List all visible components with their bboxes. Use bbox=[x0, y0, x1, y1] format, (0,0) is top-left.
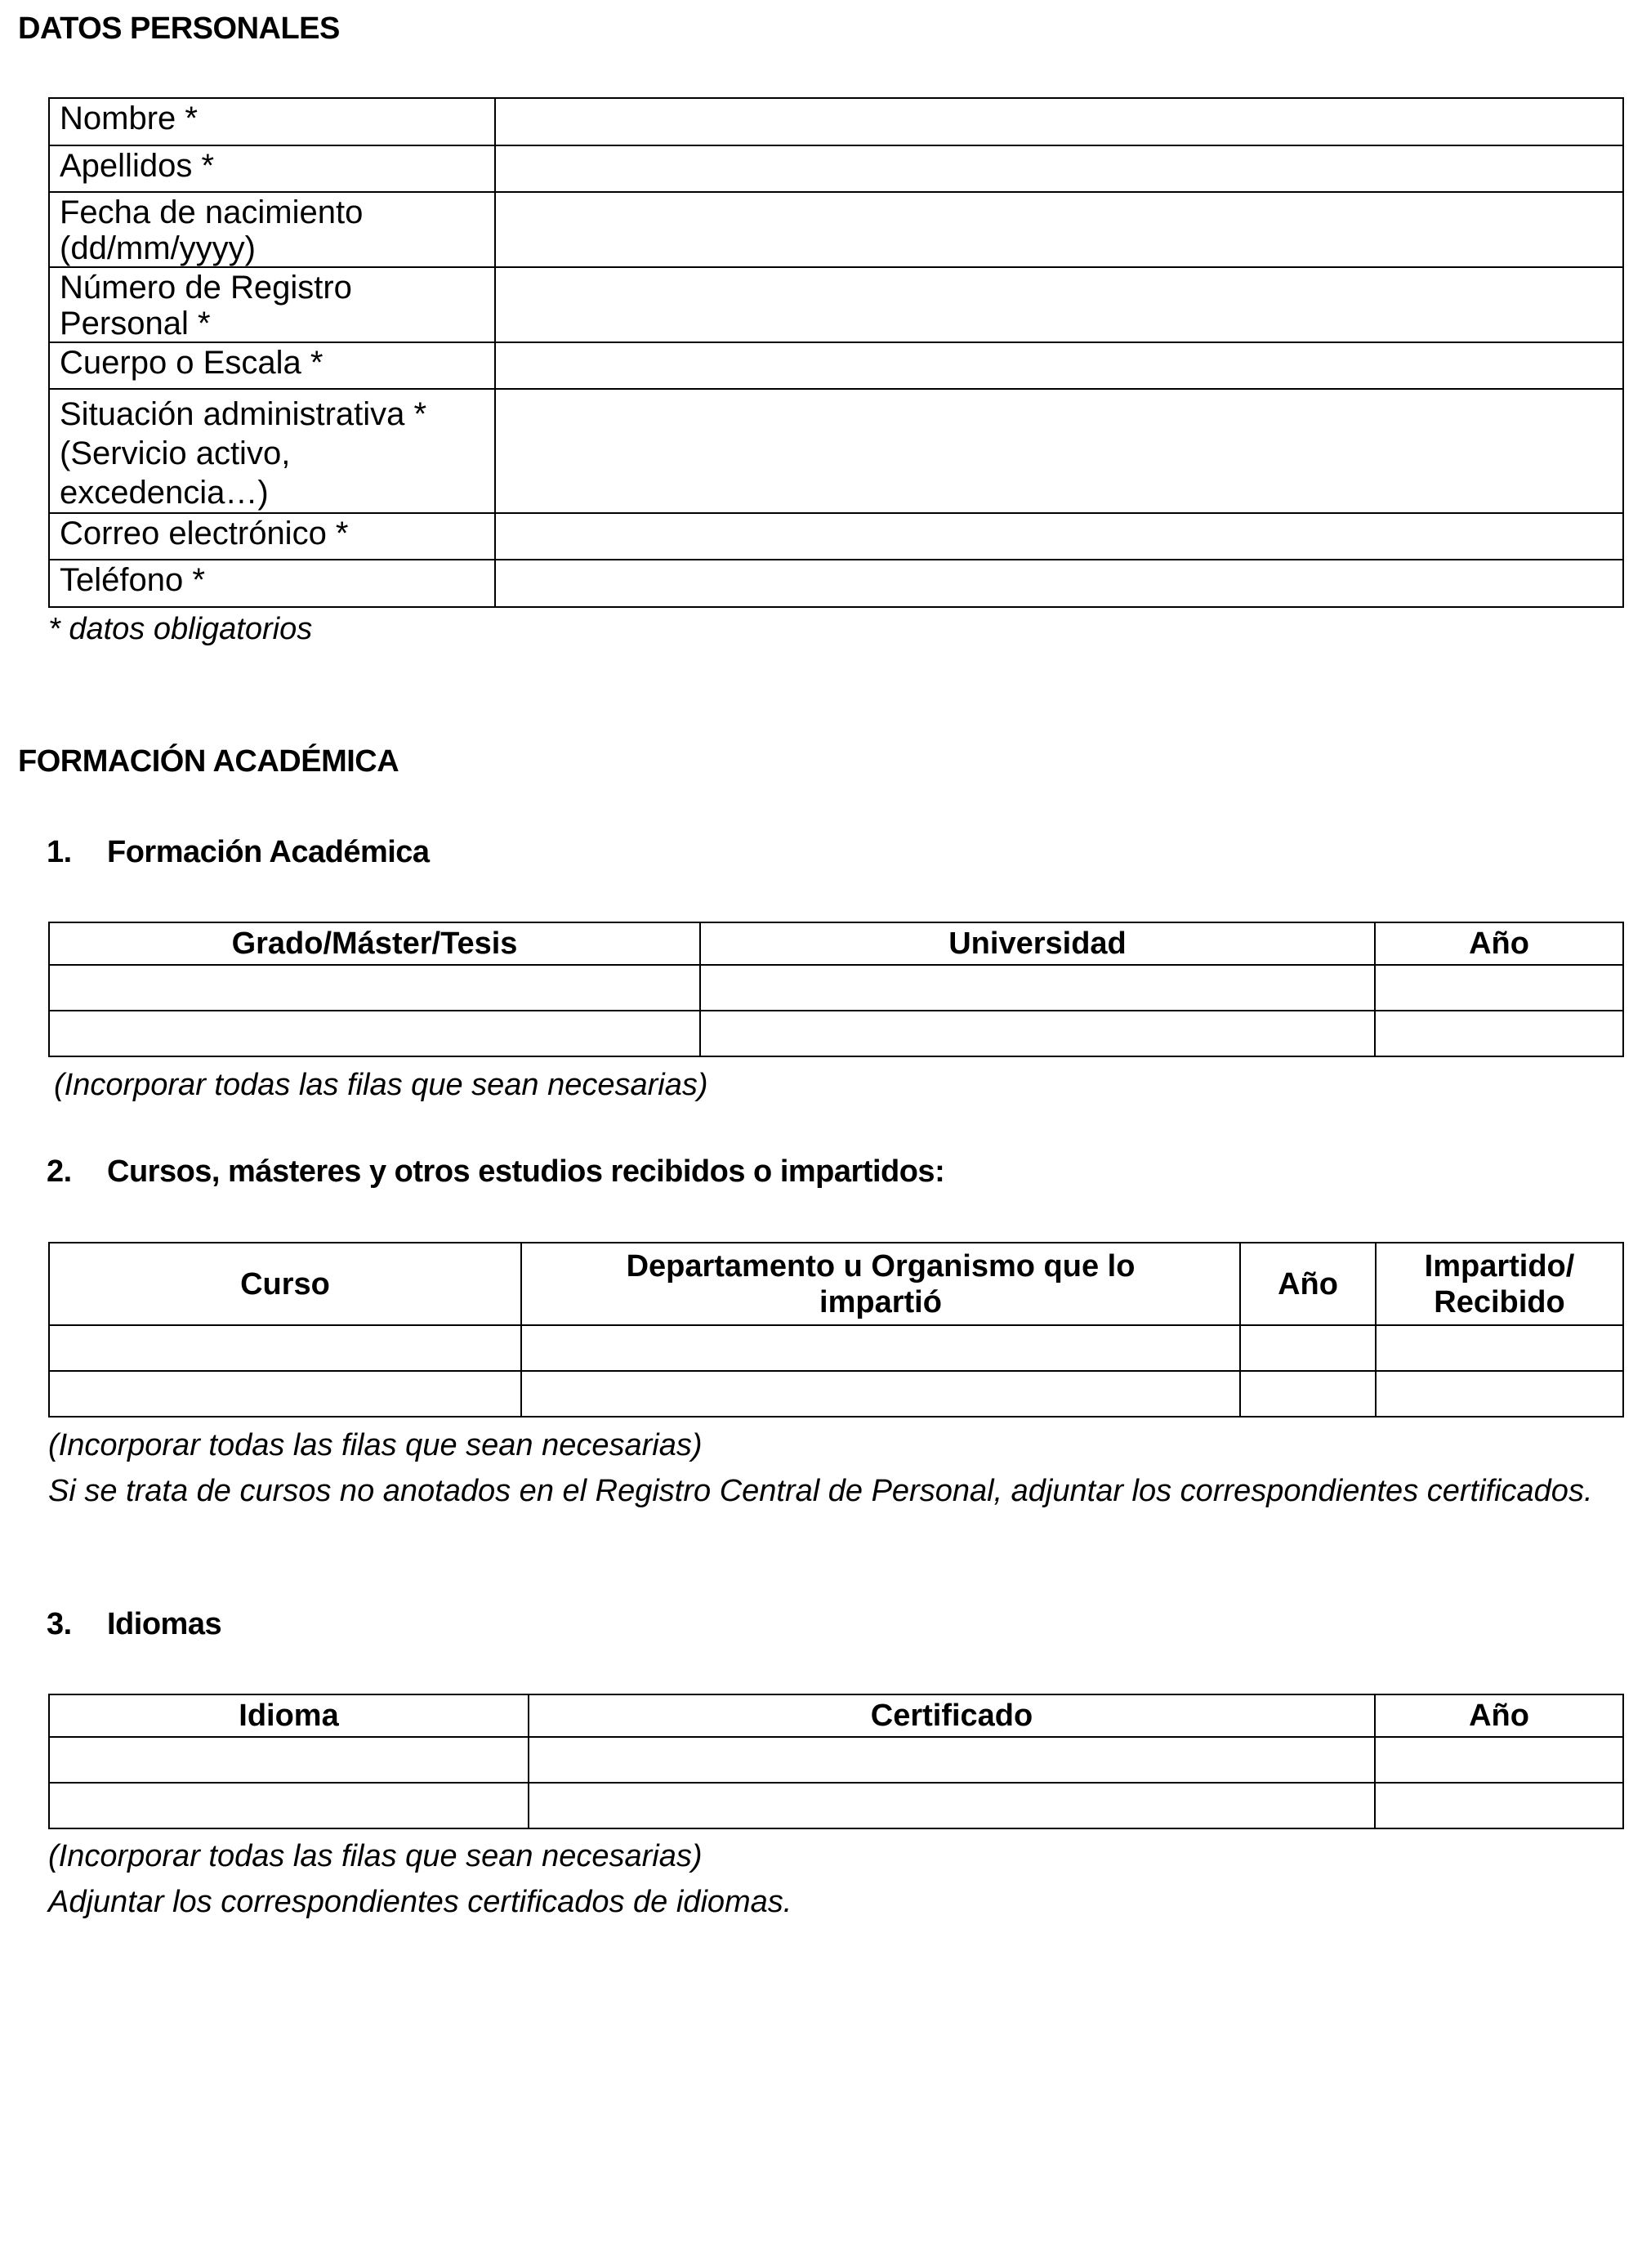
input-fecha-nacimiento[interactable] bbox=[495, 192, 1623, 267]
cell-idioma[interactable] bbox=[49, 1783, 529, 1828]
table-row bbox=[49, 1783, 1623, 1828]
cell-grado[interactable] bbox=[49, 965, 700, 1011]
cell-impartido[interactable] bbox=[1376, 1371, 1623, 1417]
table-row bbox=[49, 1737, 1623, 1783]
section2-number: 2. bbox=[47, 1154, 72, 1189]
cell-universidad[interactable] bbox=[700, 1011, 1375, 1056]
table-row bbox=[49, 1325, 1623, 1371]
header-ano: Año bbox=[1375, 922, 1623, 965]
label-telefono: Teléfono * bbox=[49, 560, 495, 607]
header-curso: Curso bbox=[49, 1243, 521, 1325]
section3-note2: Adjuntar los correspondientes certificados de idiomas. bbox=[48, 1885, 792, 1919]
header-ano: Año bbox=[1375, 1694, 1623, 1737]
label-cuerpo-escala: Cuerpo o Escala * bbox=[49, 342, 495, 389]
cell-ano[interactable] bbox=[1375, 1783, 1623, 1828]
section1-note: (Incorporar todas las filas que sean necesarias) bbox=[54, 1068, 708, 1102]
input-cuerpo-escala[interactable] bbox=[495, 342, 1623, 389]
table-row bbox=[49, 1371, 1623, 1417]
input-situacion-administrativa[interactable] bbox=[495, 389, 1623, 513]
label-apellidos: Apellidos * bbox=[49, 145, 495, 192]
table-row bbox=[49, 1011, 1623, 1056]
table-header-row bbox=[49, 922, 1623, 965]
row-nombre bbox=[49, 98, 1623, 145]
header-grado: Grado/Máster/Tesis bbox=[49, 922, 700, 965]
label-registro-personal: Número de Registro Personal * bbox=[49, 267, 495, 342]
label-fecha-nacimiento: Fecha de nacimiento (dd/mm/yyyy) bbox=[49, 192, 495, 267]
academic-table bbox=[48, 922, 1624, 1057]
section3-notes bbox=[48, 1833, 1625, 1925]
header-departamento: Departamento u Organismo que lo impartió bbox=[521, 1243, 1240, 1325]
table-row bbox=[49, 965, 1623, 1011]
table-header-row bbox=[49, 1243, 1623, 1325]
section2-note2: Si se trata de cursos no anotados en el Registro Central de Personal, adjuntar los correspondientes certificados. bbox=[48, 1474, 1593, 1508]
cell-ano[interactable] bbox=[1375, 965, 1623, 1011]
input-apellidos[interactable] bbox=[495, 145, 1623, 192]
table-header-row bbox=[49, 1694, 1623, 1737]
cell-departamento[interactable] bbox=[521, 1325, 1240, 1371]
section3-title bbox=[47, 1607, 221, 1642]
personal-data-table bbox=[48, 97, 1624, 608]
personal-data-heading: DATOS PERSONALES bbox=[18, 11, 340, 46]
cell-idioma[interactable] bbox=[49, 1737, 529, 1783]
section3-label: Idiomas bbox=[107, 1607, 222, 1641]
cell-certificado[interactable] bbox=[529, 1783, 1375, 1828]
cell-curso[interactable] bbox=[49, 1371, 521, 1417]
cell-certificado[interactable] bbox=[529, 1737, 1375, 1783]
input-correo[interactable] bbox=[495, 513, 1623, 560]
section1-number: 1. bbox=[47, 835, 72, 869]
label-nombre: Nombre * bbox=[49, 98, 495, 145]
header-idioma: Idioma bbox=[49, 1694, 529, 1737]
header-ano: Año bbox=[1240, 1243, 1376, 1325]
cell-ano[interactable] bbox=[1240, 1371, 1376, 1417]
row-fecha-nacimiento bbox=[49, 192, 1623, 267]
section2-notes bbox=[48, 1422, 1625, 1514]
cell-impartido[interactable] bbox=[1376, 1325, 1623, 1371]
row-telefono bbox=[49, 560, 1623, 607]
courses-table bbox=[48, 1242, 1624, 1418]
header-certificado: Certificado bbox=[529, 1694, 1375, 1737]
input-registro-personal[interactable] bbox=[495, 267, 1623, 342]
header-impartido-recibido: Impartido/ Recibido bbox=[1376, 1243, 1623, 1325]
section1-title bbox=[47, 835, 430, 870]
academic-heading: FORMACIÓN ACADÉMICA bbox=[18, 744, 399, 779]
row-correo bbox=[49, 513, 1623, 560]
section2-label: Cursos, másteres y otros estudios recibidos o impartidos: bbox=[107, 1154, 945, 1189]
cell-grado[interactable] bbox=[49, 1011, 700, 1056]
input-telefono[interactable] bbox=[495, 560, 1623, 607]
row-apellidos bbox=[49, 145, 1623, 192]
section3-note: (Incorporar todas las filas que sean necesarias) bbox=[48, 1839, 703, 1873]
section3-number: 3. bbox=[47, 1607, 72, 1641]
label-correo: Correo electrónico * bbox=[49, 513, 495, 560]
cell-ano[interactable] bbox=[1240, 1325, 1376, 1371]
section1-label: Formación Académica bbox=[107, 835, 430, 869]
section2-title bbox=[47, 1154, 944, 1190]
header-universidad: Universidad bbox=[700, 922, 1375, 965]
cell-universidad[interactable] bbox=[700, 965, 1375, 1011]
input-nombre[interactable] bbox=[495, 98, 1623, 145]
section2-note: (Incorporar todas las filas que sean necesarias) bbox=[48, 1428, 703, 1462]
row-cuerpo-escala bbox=[49, 342, 1623, 389]
cell-ano[interactable] bbox=[1375, 1737, 1623, 1783]
label-situacion-administrativa: Situación administrativa * (Servicio activo, excedencia…) bbox=[49, 389, 495, 513]
languages-table bbox=[48, 1694, 1624, 1829]
mandatory-footnote: * datos obligatorios bbox=[48, 612, 313, 646]
cell-ano[interactable] bbox=[1375, 1011, 1623, 1056]
row-situacion-administrativa bbox=[49, 389, 1623, 513]
row-registro-personal bbox=[49, 267, 1623, 342]
cell-departamento[interactable] bbox=[521, 1371, 1240, 1417]
cell-curso[interactable] bbox=[49, 1325, 521, 1371]
